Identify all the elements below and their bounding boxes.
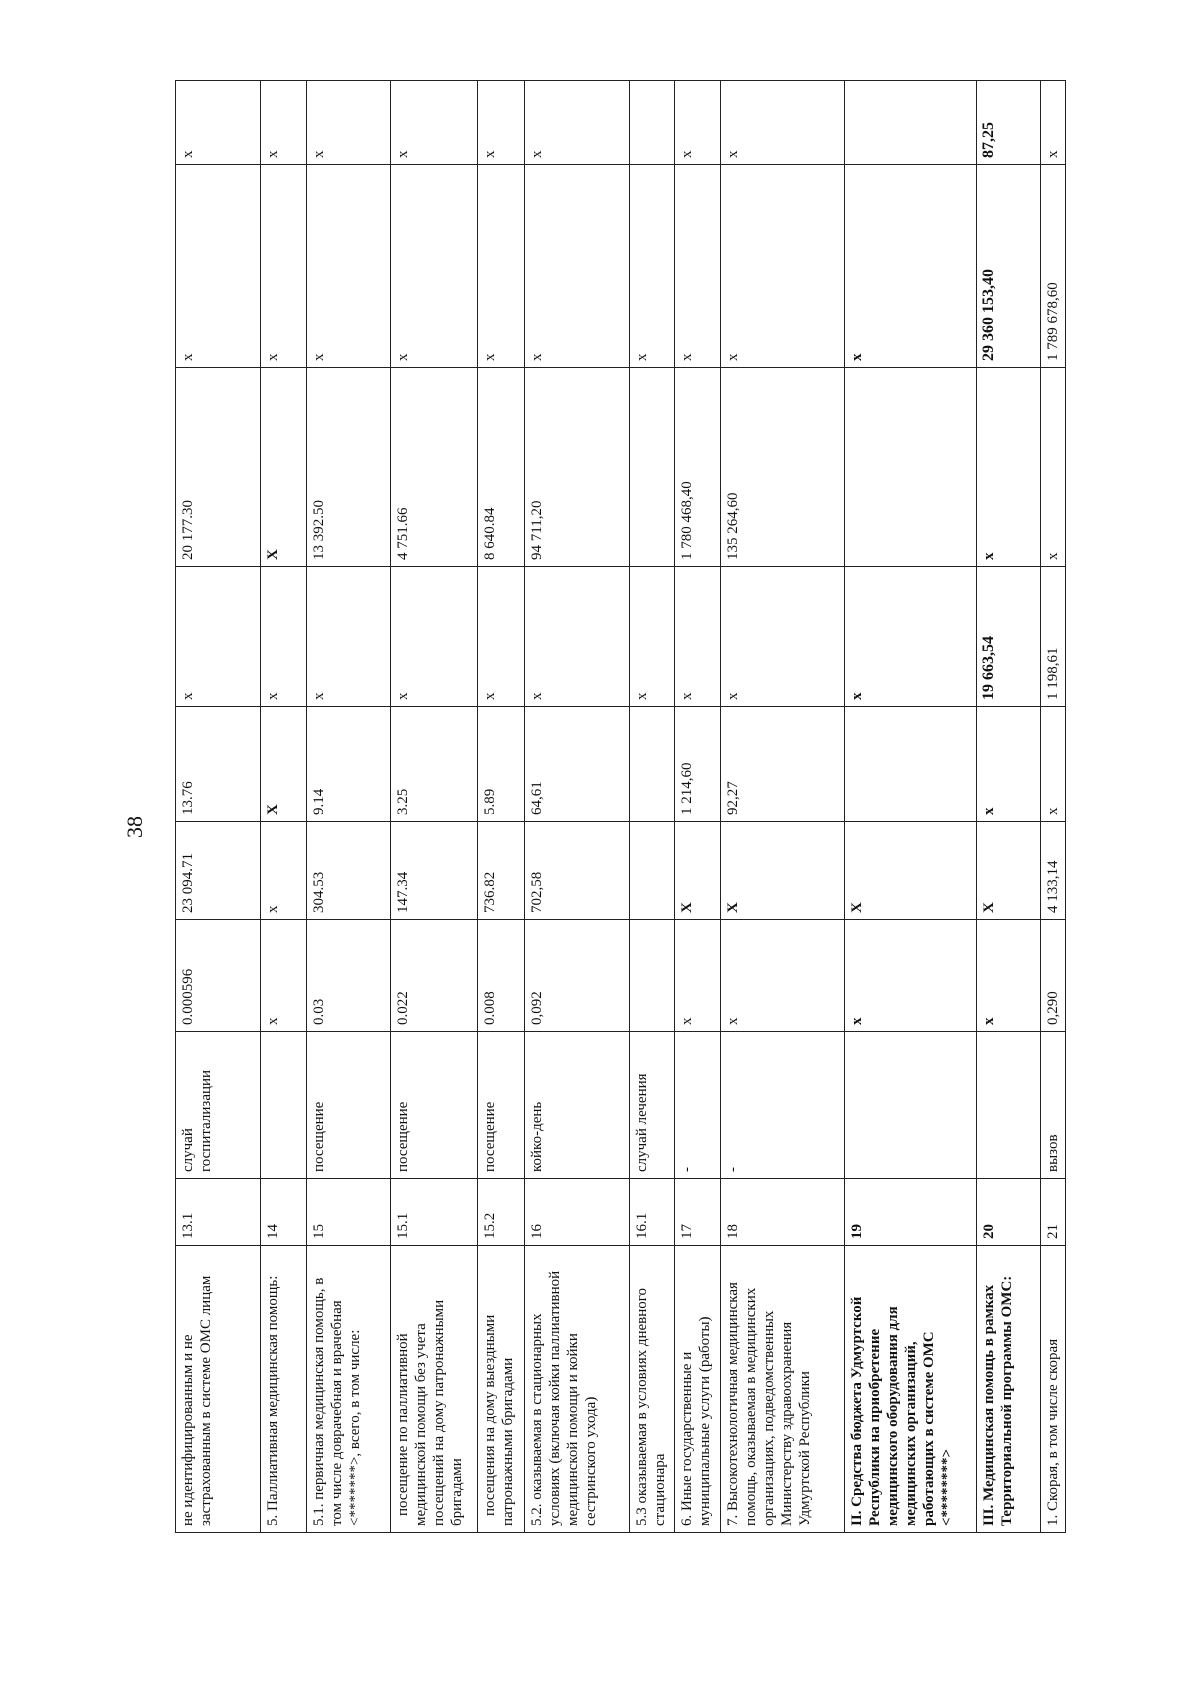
cell: 0,290 [1041,920,1066,1032]
cell: х [721,81,845,165]
cell: х [845,567,977,707]
cell: койко-день [525,1032,630,1179]
cell: х [261,822,307,920]
cell: случай госпитализации [176,1032,261,1179]
cell: 13.76 [176,707,261,822]
cell: х [1041,81,1066,165]
cell: II. Средства бюджета Удмуртской Республики на приобретение медицинского оборудования для медицинских организаций, работающих в системе ОМС <********> [845,1246,977,1533]
cell: Х [261,368,307,567]
cell: х [525,567,630,707]
table-row [525,81,630,1533]
cell [630,707,675,822]
cell: 1 780 468,40 [675,368,721,567]
table-row [845,81,977,1533]
cell: 14 [261,1179,307,1246]
cell: 19 [845,1179,977,1246]
cell: 304.53 [307,822,391,920]
cell: х [525,81,630,165]
cell: 736.82 [478,822,525,920]
cell: 87,25 [977,81,1041,165]
cell: Х [721,822,845,920]
cell: х [1041,707,1066,822]
cell: 147.34 [391,822,478,920]
cell: х [176,81,261,165]
cell: 29 360 153,40 [977,165,1041,368]
table-row [307,81,391,1533]
cell: случай лечения [630,1032,675,1179]
cell: 3.25 [391,707,478,822]
cell: - [675,1032,721,1179]
cell: 1 214,60 [675,707,721,822]
cell: 9.14 [307,707,391,822]
table-row [721,81,845,1533]
cell: 135 264,60 [721,368,845,567]
cell: х [525,165,630,368]
cell: х [721,567,845,707]
cell: 0,092 [525,920,630,1032]
cell: 5. Паллиативная медицинская помощь: [261,1246,307,1533]
cell: х [261,567,307,707]
cell: 1 789 678,60 [1041,165,1066,368]
cell: х [391,567,478,707]
cell: х [675,165,721,368]
table-row [261,81,307,1533]
cell: 7. Высокотехнологичная медицинская помощь, оказываемая в медицинских организациях, подведомственных Министерству здравоохранения Удмуртской Республики [721,1246,845,1533]
cell: Х [261,707,307,822]
cell: посещение [391,1032,478,1179]
table-row [630,81,675,1533]
cell: х [977,707,1041,822]
cell: х [630,165,675,368]
cell: 16.1 [630,1179,675,1246]
cell: 5.2. оказываемая в стационарных условиях (включая койки паллиативной медицинской помощи и койки сестринского ухода) [525,1246,630,1533]
cell: х [845,920,977,1032]
cell [977,1032,1041,1179]
cell [630,368,675,567]
cell: 4 133,14 [1041,822,1066,920]
cell: х [391,81,478,165]
cell: 0.008 [478,920,525,1032]
cell: х [176,567,261,707]
cell: 23 094.71 [176,822,261,920]
cell: х [307,81,391,165]
cell: 6. Иные государственные и муниципальные услуги (работы) [675,1246,721,1533]
cell: 20 177.30 [176,368,261,567]
cell: х [478,567,525,707]
cell: 15 [307,1179,391,1246]
table-row [391,81,478,1533]
cell [845,707,977,822]
cell: не идентифицированным и не застрахованным в системе ОМС лицам [176,1246,261,1533]
cell: Х [675,822,721,920]
cell: вызов [1041,1032,1066,1179]
cell: х [675,920,721,1032]
cell: х [721,920,845,1032]
cell: х [675,81,721,165]
cell: х [721,165,845,368]
table-row [977,81,1041,1533]
cell: х [478,165,525,368]
cell: - [721,1032,845,1179]
cell [630,81,675,165]
cell: 0.000596 [176,920,261,1032]
table-row [675,81,721,1533]
cell: Х [977,822,1041,920]
cell: 702,58 [525,822,630,920]
cell: 15.2 [478,1179,525,1246]
cell: х [391,165,478,368]
cell: х [845,165,977,368]
cell: 64,61 [525,707,630,822]
cell: х [977,368,1041,567]
cell: х [478,81,525,165]
table-row [176,81,261,1533]
cell: 15.1 [391,1179,478,1246]
cell: 0.022 [391,920,478,1032]
cell: х [1041,368,1066,567]
table-row [478,81,525,1533]
cell: 8 640.84 [478,368,525,567]
cell: 19 663,54 [977,567,1041,707]
cell: 4 751.66 [391,368,478,567]
cell: 20 [977,1179,1041,1246]
table-row [1041,81,1066,1533]
cell: 92,27 [721,707,845,822]
cell: х [261,165,307,368]
cell: 5.89 [478,707,525,822]
cell [845,81,977,165]
cell [845,368,977,567]
cell: III. Медицинская помощь в рамках Территориальной программы ОМС: [977,1246,1041,1533]
cell: х [261,920,307,1032]
cell: 1 198,61 [1041,567,1066,707]
cell: х [977,920,1041,1032]
cell: 16 [525,1179,630,1246]
cell: х [176,165,261,368]
cell: х [307,567,391,707]
cell: 18 [721,1179,845,1246]
cell: посещение [307,1032,391,1179]
cell: х [261,81,307,165]
cell: х [675,567,721,707]
cell: 13 392.50 [307,368,391,567]
page-number: 38 [122,816,147,838]
financing-table [175,80,1066,1533]
cell: Х [845,822,977,920]
cell: 1. Скорая, в том числе скорая [1041,1246,1066,1533]
cell: 94 711,20 [525,368,630,567]
cell: 21 [1041,1179,1066,1246]
cell: 0.03 [307,920,391,1032]
cell [261,1032,307,1179]
cell: 13.1 [176,1179,261,1246]
cell: 5.3 оказываемая в условиях дневного стационара [630,1246,675,1533]
cell: х [630,567,675,707]
cell: посещения на дому выездными патронажными бригадами [478,1246,525,1533]
cell [630,920,675,1032]
rotated-table-container [175,81,1075,1533]
cell: х [307,165,391,368]
cell: 5.1. первичная медицинская помощь, в том числе доврачебная и врачебная <*******>, всего, в том числе: [307,1246,391,1533]
cell: 17 [675,1179,721,1246]
cell [845,1032,977,1179]
cell [630,822,675,920]
cell: посещение по паллиативной медицинской помощи без учета посещений на дому патронажными бригадами [391,1246,478,1533]
cell: посещение [478,1032,525,1179]
